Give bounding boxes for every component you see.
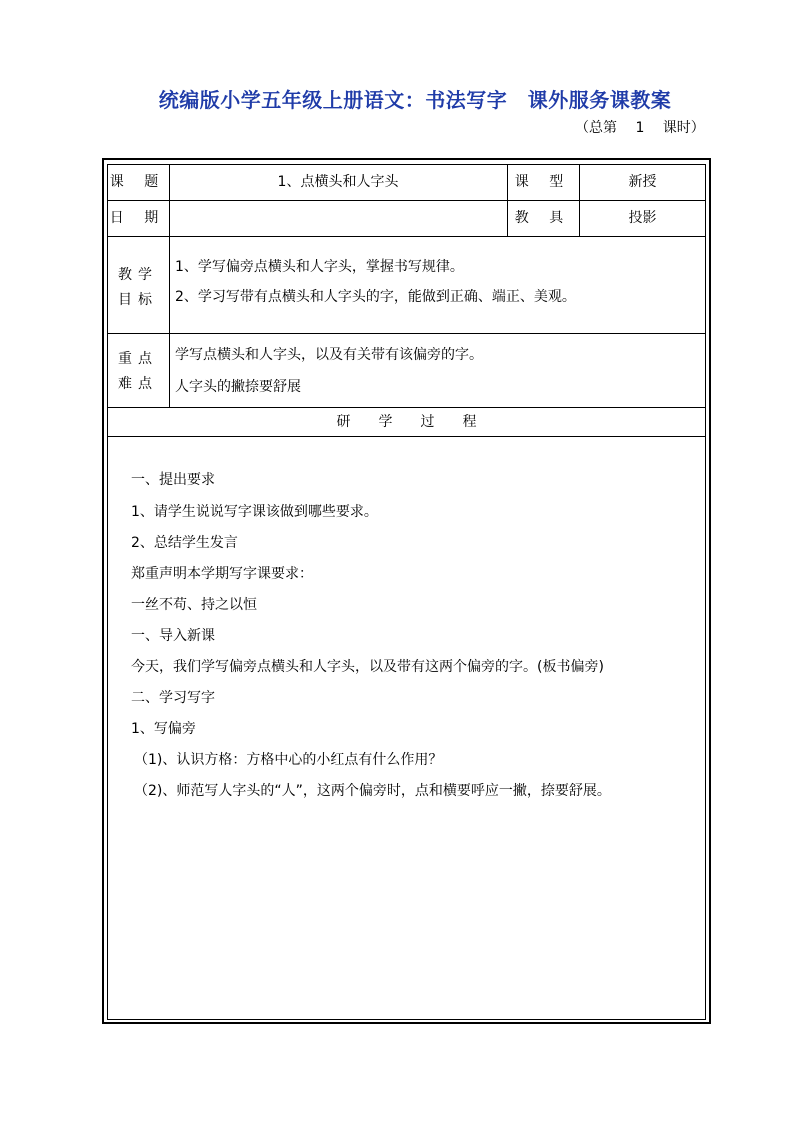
topic-value: 1、点横头和人字头: [277, 174, 399, 190]
row-divider: [107, 436, 706, 437]
goals-label-line: 目标: [118, 292, 158, 308]
process-line: 1、请学生说说写字课该做到哪些要求。: [131, 504, 378, 520]
key-point: 学写点横头和人字头，以及有关带有该偏旁的字。: [175, 347, 483, 363]
goal-item: 1、学写偏旁点横头和人字头，掌握书写规律。: [175, 259, 464, 275]
row-divider: [107, 236, 706, 237]
lesson-count: （总第 1 课时）: [575, 120, 705, 136]
difficult-point: 人字头的撇捺要舒展: [175, 379, 301, 395]
goals-label-line: 教学: [118, 267, 158, 283]
key-label-line: 重点: [118, 351, 158, 367]
key-label-line: 难点: [118, 376, 158, 392]
process-line: 二、学习写字: [131, 690, 215, 706]
process-line: （2)、师范写人字头的“人”，这两个偏旁时，点和横要呼应一撇，捺要舒展。: [134, 783, 611, 799]
type-label: 课 型: [514, 174, 572, 190]
process-line: 1、写偏旁: [131, 721, 196, 737]
process-line: 2、总结学生发言: [131, 535, 238, 551]
key-points-label: [108, 347, 168, 397]
document-title: 统编版小学五年级上册语文：书法写字 课外服务课教案: [158, 88, 672, 112]
topic-label: 课 题: [109, 174, 167, 190]
aids-label: 教 具: [514, 210, 572, 226]
column-divider: [169, 164, 170, 407]
row-divider: [107, 333, 706, 334]
process-line: （1)、认识方格：方格中心的小红点有什么作用？: [134, 752, 443, 768]
goal-item: 2、学习写带有点横头和人字头的字，能做到正确、端正、美观。: [175, 289, 576, 305]
process-line: 郑重声明本学期写字课要求：: [131, 566, 313, 582]
process-line: 一丝不苟、持之以恒: [131, 597, 257, 613]
process-line: 一、导入新课: [131, 628, 215, 644]
type-value: 新授: [628, 174, 657, 190]
process-header: 研 学 过 程: [336, 414, 477, 430]
row-divider: [107, 407, 706, 408]
aids-value: 投影: [628, 210, 657, 226]
row-divider: [107, 200, 706, 201]
goals-label: [108, 263, 168, 313]
date-label: 日 期: [109, 210, 167, 226]
process-line: 一、提出要求: [131, 472, 215, 488]
process-line: 今天，我们学写偏旁点横头和人字头，以及带有这两个偏旁的字。(板书偏旁): [131, 659, 604, 675]
